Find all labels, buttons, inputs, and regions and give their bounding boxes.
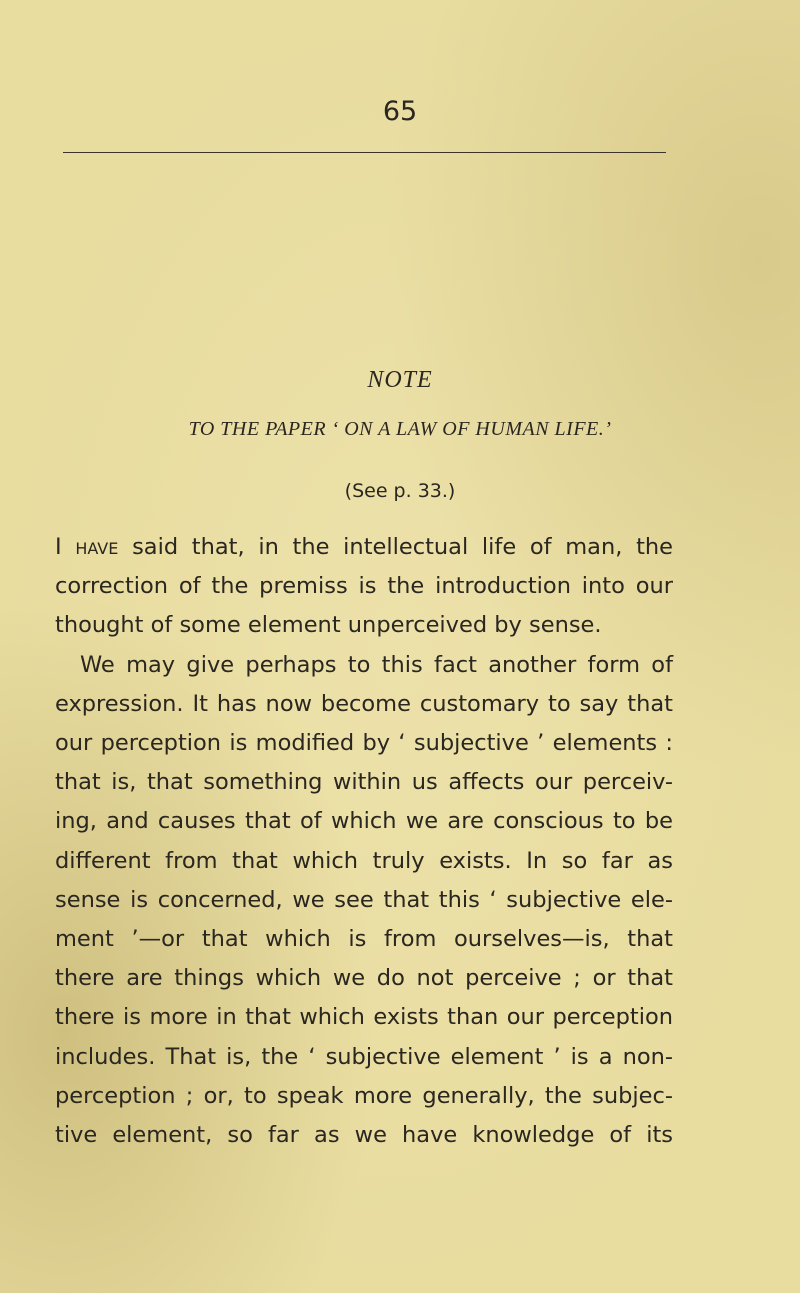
text-line: ing, and causes that of which we are conscious to be: [55, 808, 673, 835]
note-title: NOTE: [367, 367, 433, 393]
text-line: correction of the premiss is the introduction into our: [55, 573, 673, 600]
body-text: [55, 528, 673, 1155]
paragraph-2: [55, 646, 673, 1156]
text-line: different from that which truly exists. In so far as: [55, 847, 673, 874]
note-subtitle: TO THE PAPER ‘ ON A LAW OF HUMAN LIFE.’: [188, 418, 612, 440]
text-line: [55, 528, 673, 567]
lead-word: I: [55, 534, 62, 560]
text-line: there is more in that which exists than our perception: [55, 1004, 673, 1031]
text-line: tive element, so far as we have knowledge of its: [55, 1122, 673, 1149]
page-number: 65: [382, 96, 418, 127]
text-line: We may give perhaps to this fact another form of: [80, 651, 673, 678]
text-line: that is, that something within us affects our perceiv-: [55, 769, 673, 796]
text-line: thought of some element unperceived by sense.: [55, 612, 602, 639]
lead-smallcaps: have: [75, 534, 119, 560]
paragraph-1: [55, 528, 673, 646]
line-text: said that, in the intellectual life of man, the: [132, 534, 673, 560]
see-reference: (See p. 33.): [344, 480, 456, 502]
text-line: sense is concerned, we see that this ‘ subjective ele-: [55, 886, 673, 913]
text-line: perception ; or, to speak more generally, the subjec-: [55, 1082, 673, 1109]
text-line: there are things which we do not perceive ; or that: [55, 965, 673, 992]
text-line: our perception is modified by ‘ subjective ’ elements :: [55, 730, 673, 757]
header-rule: [63, 152, 666, 153]
text-line: ment ’—or that which is from ourselves—is, that: [55, 926, 673, 953]
text-line: includes. That is, the ‘ subjective element ’ is a non-: [55, 1043, 673, 1070]
text-line: expression. It has now become customary to say that: [55, 690, 673, 717]
